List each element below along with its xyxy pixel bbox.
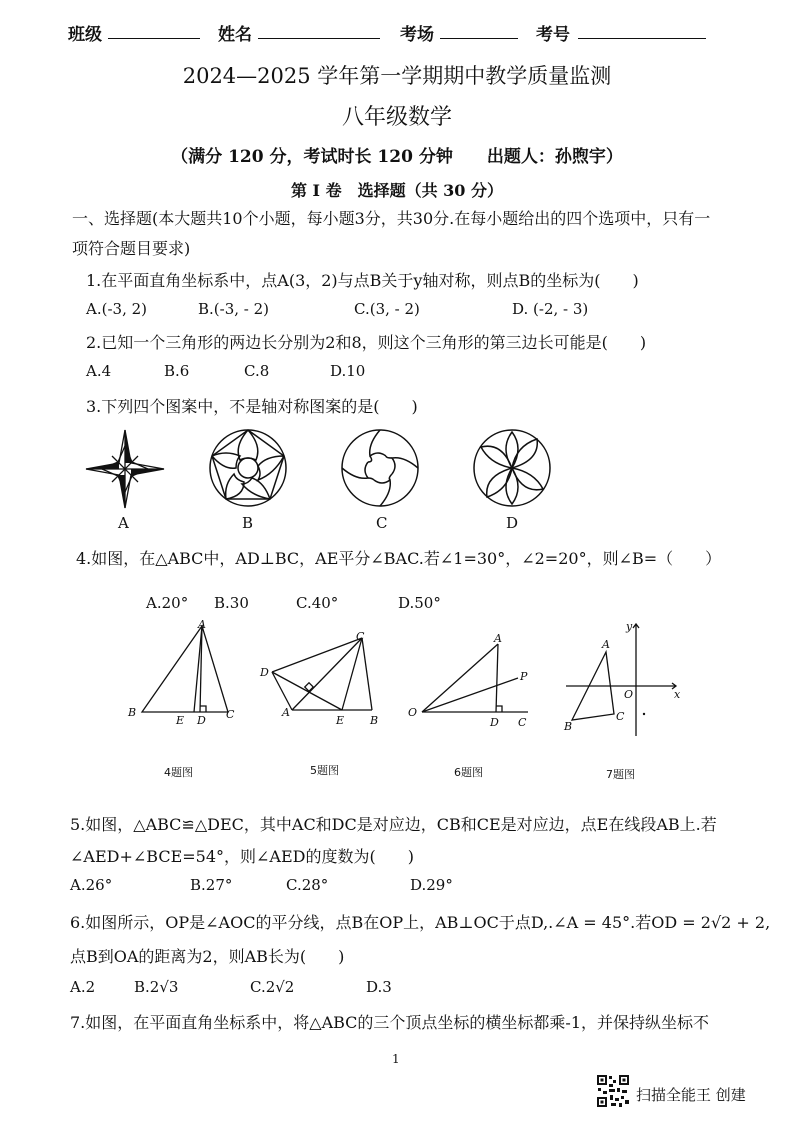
figure-7 xyxy=(560,618,686,740)
q2-option-c[interactable]: C.8 xyxy=(244,362,270,380)
q2-option-d[interactable]: D.10 xyxy=(330,362,366,380)
number-field[interactable] xyxy=(578,38,706,39)
q6-stem-line1: 6.如图所示，OP是∠AOC的平分线，点B在OP上，AB⊥OC于点D,.∠A = 45°.若OD = 2√2 + 2, xyxy=(70,913,771,932)
fig5-point-e: E xyxy=(336,714,345,727)
class-field[interactable] xyxy=(108,38,200,39)
q5-stem-line2: ∠AED+∠BCE=54°，则∠AED的度数为( ) xyxy=(70,847,414,866)
q1-option-d[interactable]: D. (-2, - 3) xyxy=(512,300,589,318)
part1-line2: 项符合题目要求) xyxy=(72,239,191,258)
q4-option-c[interactable]: C.40° xyxy=(296,594,339,612)
q4-option-a[interactable]: A.20° xyxy=(146,594,189,612)
fig6-point-p: P xyxy=(520,670,528,683)
q1-option-b[interactable]: B.(-3, - 2) xyxy=(198,300,270,318)
q5-option-b[interactable]: B.27° xyxy=(190,876,233,894)
q5-option-c[interactable]: C.28° xyxy=(286,876,329,894)
caption-figure-6: 6题图 xyxy=(454,766,483,779)
fig5-point-b: B xyxy=(370,714,379,727)
exam-info: （满分 120 分，考试时长 120 分钟 出题人：孙煦宇） xyxy=(171,147,623,167)
q3-stem: 3.下列四个图案中，不是轴对称图案的是( ) xyxy=(86,397,418,416)
caption-figure-5: 5题图 xyxy=(310,764,339,777)
pattern-label-b[interactable]: B xyxy=(242,514,254,532)
page-number: 1 xyxy=(392,1052,400,1066)
fig4-point-d: D xyxy=(197,714,206,727)
fig6-point-a: A xyxy=(494,632,502,645)
fig7-point-c: C xyxy=(616,710,625,723)
name-label: 姓名 xyxy=(218,25,252,45)
q6-option-d[interactable]: D.3 xyxy=(366,978,392,996)
q5-option-d[interactable]: D.29° xyxy=(410,876,453,894)
fig7-origin-o: O xyxy=(624,688,634,701)
exam-subtitle: 八年级数学 xyxy=(341,105,452,130)
fig6-point-o: O xyxy=(408,706,418,719)
q5-option-a[interactable]: A.26° xyxy=(70,876,113,894)
pattern-d-six-petal-flower xyxy=(470,426,554,510)
pattern-label-a[interactable]: A xyxy=(118,514,129,532)
fig4-point-c: C xyxy=(226,708,235,721)
fig6-point-d: D xyxy=(490,716,499,729)
class-label: 班级 xyxy=(68,25,102,45)
q5-stem-line1: 5.如图，△ABC≌△DEC，其中AC和DC是对应边，CB和CE是对应边，点E在线段AB上.若 xyxy=(70,815,717,834)
fig6-point-c: C xyxy=(518,716,527,729)
fig5-point-d: D xyxy=(260,666,269,679)
figure-4 xyxy=(120,616,250,728)
part1-line1: 一、选择题(本大题共10个小题，每小题3分，共30分.在每小题给出的四个选项中，只有一 xyxy=(72,209,711,228)
fig4-point-e: E xyxy=(176,714,185,727)
caption-figure-4: 4题图 xyxy=(164,766,193,779)
fig7-point-b: B xyxy=(564,720,573,733)
fig5-point-a: A xyxy=(282,706,290,719)
figure-6 xyxy=(402,628,536,732)
q2-stem: 2.已知一个三角形的两边长分别为2和8，则这个三角形的第三边长可能是( ) xyxy=(86,333,647,352)
room-field[interactable] xyxy=(440,38,518,39)
q6-stem-line2: 点B到OA的距离为2，则AB长为( ) xyxy=(70,947,345,966)
q6-option-b[interactable]: B.2√3 xyxy=(134,978,179,996)
pattern-c-swirl xyxy=(338,426,422,510)
q1-option-a[interactable]: A.(-3, 2) xyxy=(86,300,147,318)
name-field[interactable] xyxy=(258,38,380,39)
fig5-point-c: C xyxy=(356,630,365,643)
fig7-point-a: A xyxy=(602,638,610,651)
pattern-label-d[interactable]: D xyxy=(506,514,519,532)
fig4-point-a: A xyxy=(198,618,206,631)
number-label: 考号 xyxy=(536,25,570,45)
caption-figure-7: 7题图 xyxy=(606,768,635,781)
q2-option-b[interactable]: B.6 xyxy=(164,362,190,380)
q4-stem: 4.如图，在△ABC中，AD⊥BC，AE平分∠BAC.若∠1=30°，∠2=20°，则∠B=（ ） xyxy=(76,549,722,568)
pattern-b-flower-pentagon xyxy=(206,426,290,510)
q4-option-d[interactable]: D.50° xyxy=(398,594,441,612)
q4-option-b[interactable]: B.30 xyxy=(214,594,249,612)
qr-code-icon xyxy=(596,1074,630,1108)
exam-title: 2024—2025 学年第一学期期中教学质量监测 xyxy=(182,64,612,88)
fig7-axis-x: x xyxy=(674,688,681,701)
pattern-a-compass-star xyxy=(80,424,170,514)
fig4-point-b: B xyxy=(128,706,137,719)
q1-stem: 1.在平面直角坐标系中，点A(3，2)与点B关于y轴对称，则点B的坐标为( ) xyxy=(86,271,639,290)
scanner-watermark: 扫描全能王 创建 xyxy=(636,1086,746,1104)
room-label: 考场 xyxy=(400,25,434,45)
figure-5 xyxy=(256,628,386,730)
section-title: 第 Ⅰ 卷 选择题（共 30 分） xyxy=(290,181,504,200)
pattern-label-c[interactable]: C xyxy=(376,514,388,532)
q1-option-c[interactable]: C.(3, - 2) xyxy=(354,300,420,318)
q7-stem-line1: 7.如图，在平面直角坐标系中，将△ABC的三个顶点坐标的横坐标都乘-1，并保持纵坐标不 xyxy=(70,1013,710,1032)
q2-option-a[interactable]: A.4 xyxy=(86,362,112,380)
q6-option-c[interactable]: C.2√2 xyxy=(250,978,295,996)
q6-option-a[interactable]: A.2 xyxy=(70,978,96,996)
fig7-axis-y: y xyxy=(626,620,633,633)
